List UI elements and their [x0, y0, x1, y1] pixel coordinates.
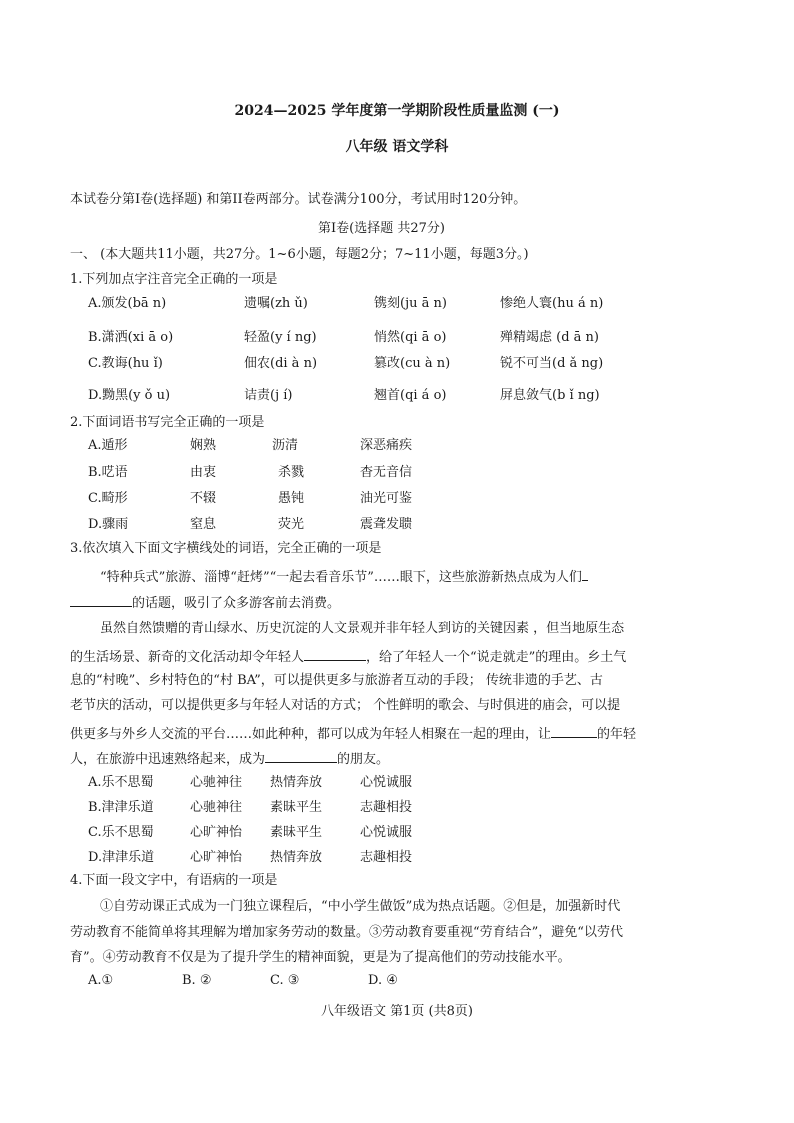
q3-passage-line	[100, 566, 588, 587]
q1-c-4: 锐不可当(d ǎ ng)	[500, 356, 604, 371]
q2-a-4: 深恶痛疾	[360, 438, 413, 453]
q1-b-4: 殚精竭虑 (d ā n)	[500, 330, 599, 345]
q3-d-3: 热情奔放	[270, 850, 323, 865]
q1-a-4: 惨绝人寰(hu á n)	[500, 296, 604, 311]
q1-d-2: 诘责(j í)	[244, 388, 293, 403]
q1-b-2: 轻盈(y í ng)	[244, 330, 317, 345]
q3-passage-line	[70, 646, 626, 667]
q3-c-1: C.乐不思蜀	[88, 825, 154, 840]
q1-c-1: C.教诲(hu ǐ)	[88, 356, 163, 371]
q2-d-2: 窒息	[190, 517, 217, 532]
q2-d-1: D.骤雨	[88, 517, 129, 532]
q2-c-4: 油光可鉴	[360, 491, 413, 506]
answer-blank	[304, 646, 366, 661]
q2-b-4: 杳无音信	[360, 465, 413, 480]
q1-a-1: A.颁发(bā n)	[88, 296, 167, 311]
page-footer: 八年级语文 第1页 (共8页)	[321, 1004, 473, 1019]
answer-blank	[582, 566, 588, 581]
q3-a-4: 心悦诚服	[360, 775, 413, 790]
q4-stem: 4.下面一段文字中，有语病的一项是	[70, 873, 278, 888]
q3-d-4: 志趣相投	[360, 850, 413, 865]
q3-a-2: 心驰神往	[190, 775, 243, 790]
q2-b-2: 由衷	[190, 465, 217, 480]
section-instruction: 一、 (本大题共11小题，共27分。1~6小题，每题2分；7~11小题，每题3分。)	[70, 247, 529, 262]
q1-d-3: 翘首(qi á o)	[374, 388, 447, 403]
q3-c-4: 心悦诚服	[360, 825, 413, 840]
q3-b-1: B.津津乐道	[88, 800, 154, 815]
q3-text: ，给了年轻人一个“说走就走”的理由。乡土气	[366, 650, 627, 665]
q1-d-1: D.黝黑(y ǒ u)	[88, 388, 171, 403]
q3-passage-line: 老节庆的活动，可以提供更多与年轻人对话的方式； 个性鲜明的歌会、与时俱进的庙会，可以提	[70, 698, 621, 713]
q3-text: 的年轻	[597, 727, 637, 742]
q1-c-3: 篡改(cu à n)	[374, 356, 451, 371]
q3-d-2: 心旷神怡	[190, 850, 243, 865]
q4-option-b: B. ②	[182, 973, 212, 988]
q3-c-3: 素昧平生	[270, 825, 323, 840]
q3-c-2: 心旷神怡	[190, 825, 243, 840]
q3-passage-line	[70, 723, 636, 744]
q3-text: 的朋友。	[337, 752, 390, 767]
q4-passage-line: 育”。④劳动教育不仅是为了提升学生的精神面貌，更是为了提高他们的劳动技能水平。	[70, 950, 571, 965]
q2-b-3: 杀戮	[278, 465, 305, 480]
q2-b-1: B.呓语	[88, 465, 128, 480]
q4-option-a: A.①	[88, 973, 114, 988]
answer-blank	[551, 723, 597, 738]
q4-option-d: D. ④	[368, 973, 398, 988]
q2-stem: 2.下面词语书写完全正确的一项是	[70, 415, 265, 430]
q3-a-1: A.乐不思蜀	[88, 775, 154, 790]
q1-b-1: B.潇洒(xi ā o)	[88, 330, 174, 345]
q2-d-3: 荧光	[278, 517, 305, 532]
q3-a-3: 热情奔放	[270, 775, 323, 790]
q4-passage-line: ①自劳动课正式成为一门独立课程后，“中小学生做饭”成为热点话题。②但是，加强新时代	[100, 899, 621, 914]
answer-blank	[265, 748, 337, 763]
intro-text: 本试卷分第Ⅰ卷(选择题) 和第II卷两部分。试卷满分100分，考试用时120分钟。	[70, 192, 527, 207]
q2-c-1: C.畸形	[88, 491, 128, 506]
q3-b-3: 素昧平生	[270, 800, 323, 815]
q2-d-4: 震聋发聩	[360, 517, 413, 532]
q3-passage-line	[70, 748, 389, 769]
q3-text: 的生活场景、新奇的文化活动却令年轻人	[70, 650, 305, 665]
q1-a-3: 镌刻(ju ā n)	[374, 296, 447, 311]
q2-a-1: A.遁形	[88, 438, 128, 453]
q1-c-2: 佃农(di à n)	[244, 356, 318, 371]
q1-stem: 1.下列加点字注音完全正确的一项是	[70, 272, 278, 287]
q3-b-4: 志趣相投	[360, 800, 413, 815]
q3-text: 的话题，吸引了众多游客前去消费。	[132, 596, 341, 611]
q4-passage-line: 劳动教育不能简单将其理解为增加家务劳动的数量。③劳动教育要重视“劳育结合”，避免“以劳代	[70, 925, 623, 940]
q2-c-3: 愚钝	[278, 491, 305, 506]
q3-text: 供更多与外乡人交流的平台……如此种种，都可以成为年轻人相聚在一起的理由，让	[70, 727, 552, 742]
q1-a-2: 遗嘱(zh ǔ)	[244, 296, 308, 311]
q1-b-3: 悄然(qi ā o)	[374, 330, 447, 345]
q3-passage-line: 息的“村晚”、乡村特色的“村 BA”，可以提供更多与旅游者互动的手段； 传统非遗的手艺、古	[70, 673, 603, 688]
exam-subtitle: 八年级 语文学科	[345, 139, 449, 155]
q3-passage-line: 虽然自然馈赠的青山绿水、历史沉淀的人文景观并非年轻人到访的关键因素 ，但当地原生态	[100, 621, 625, 636]
q3-passage-line	[70, 592, 340, 613]
q2-a-2: 娴熟	[190, 438, 217, 453]
q3-text: “特种兵式”旅游、淄博“赶烤”“一起去看音乐节”……眼下，这些旅游新热点成为人们	[100, 570, 582, 585]
q1-d-4: 屏息敛气(b ǐ ng)	[500, 388, 600, 403]
q3-b-2: 心驰神往	[190, 800, 243, 815]
answer-blank	[70, 592, 132, 607]
q3-d-1: D.津津乐道	[88, 850, 155, 865]
exam-title: 2024—2025 学年度第一学期阶段性质量监测 (一)	[234, 103, 560, 119]
q4-option-c: C. ③	[270, 973, 300, 988]
q2-c-2: 不辍	[190, 491, 217, 506]
section-title: 第Ⅰ卷(选择题 共27分)	[318, 221, 445, 236]
q3-text: 人，在旅游中迅速熟络起来，成为	[70, 752, 266, 767]
q2-a-3: 沥清	[272, 438, 299, 453]
q3-stem: 3.依次填入下面文字横线处的词语，完全正确的一项是	[70, 541, 382, 556]
